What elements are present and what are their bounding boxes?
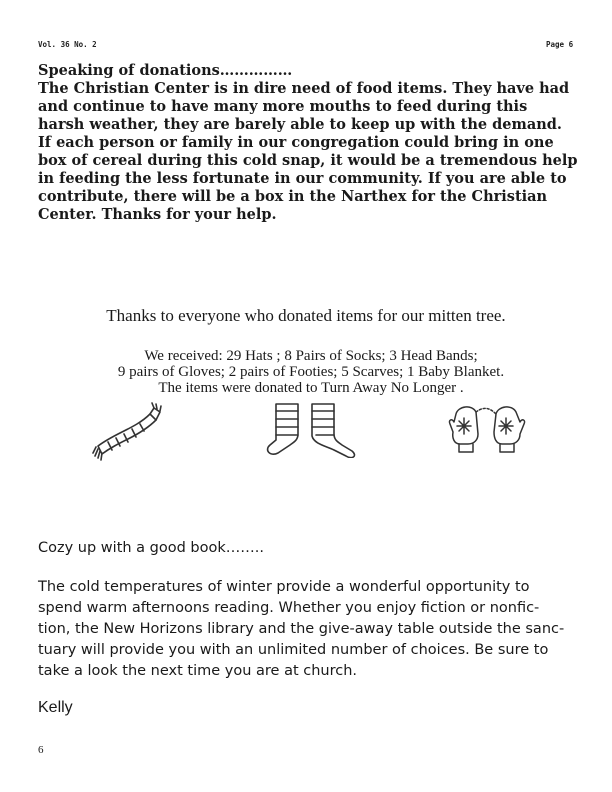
book-line: tion, the New Horizons library and the give-away table outside the sanc- — [38, 621, 565, 637]
donations-body: The Christian Center is in dire need of food items. They have had and continue to have many more mouths to feed during this harsh weather, they are barely able to keep up with the demand. If each person or family in our congregation could bring in one box of cereal during this cold snap, it would be a tremendous help in feeding the less fortunate in our community. If you are able to contribute, there will be a box in the Narthex for the Christian Center. Thanks for your help. — [38, 80, 578, 223]
donations-heading: Speaking of donations…………… — [38, 62, 293, 79]
book-line: tuary will provide you with an unlimited number of choices. Be sure to — [38, 642, 549, 658]
page-label: Page 6 — [546, 40, 574, 49]
page-number: 6 — [38, 744, 44, 756]
socks-icon — [264, 400, 356, 458]
received-line: 9 pairs of Gloves; 2 pairs of Footies; 5 Scarves; 1 Baby Blanket. — [117, 364, 505, 380]
book-heading: Cozy up with a good book…….. — [38, 540, 264, 556]
received-items — [0, 348, 612, 396]
book-line: spend warm afternoons reading. Whether you enjoy fiction or nonfic- — [38, 600, 540, 616]
signature: Kelly — [38, 699, 73, 716]
mittens-icon — [448, 404, 526, 460]
volume-label: Vol. 36 No. 2 — [38, 40, 97, 49]
received-line: We received: 29 Hats ; 8 Pairs of Socks; 3 Head Bands; — [144, 348, 478, 364]
book-line: take a look the next time you are at church. — [38, 663, 358, 679]
book-body — [38, 577, 576, 682]
received-line: The items were donated to Turn Away No Longer . — [158, 380, 464, 396]
donations-article — [38, 62, 578, 224]
book-line: The cold temperatures of winter provide a wonderful opportunity to — [38, 579, 530, 595]
scarf-icon — [92, 400, 164, 462]
mitten-tree-title: Thanks to everyone who donated items for our mitten tree. — [106, 306, 506, 325]
